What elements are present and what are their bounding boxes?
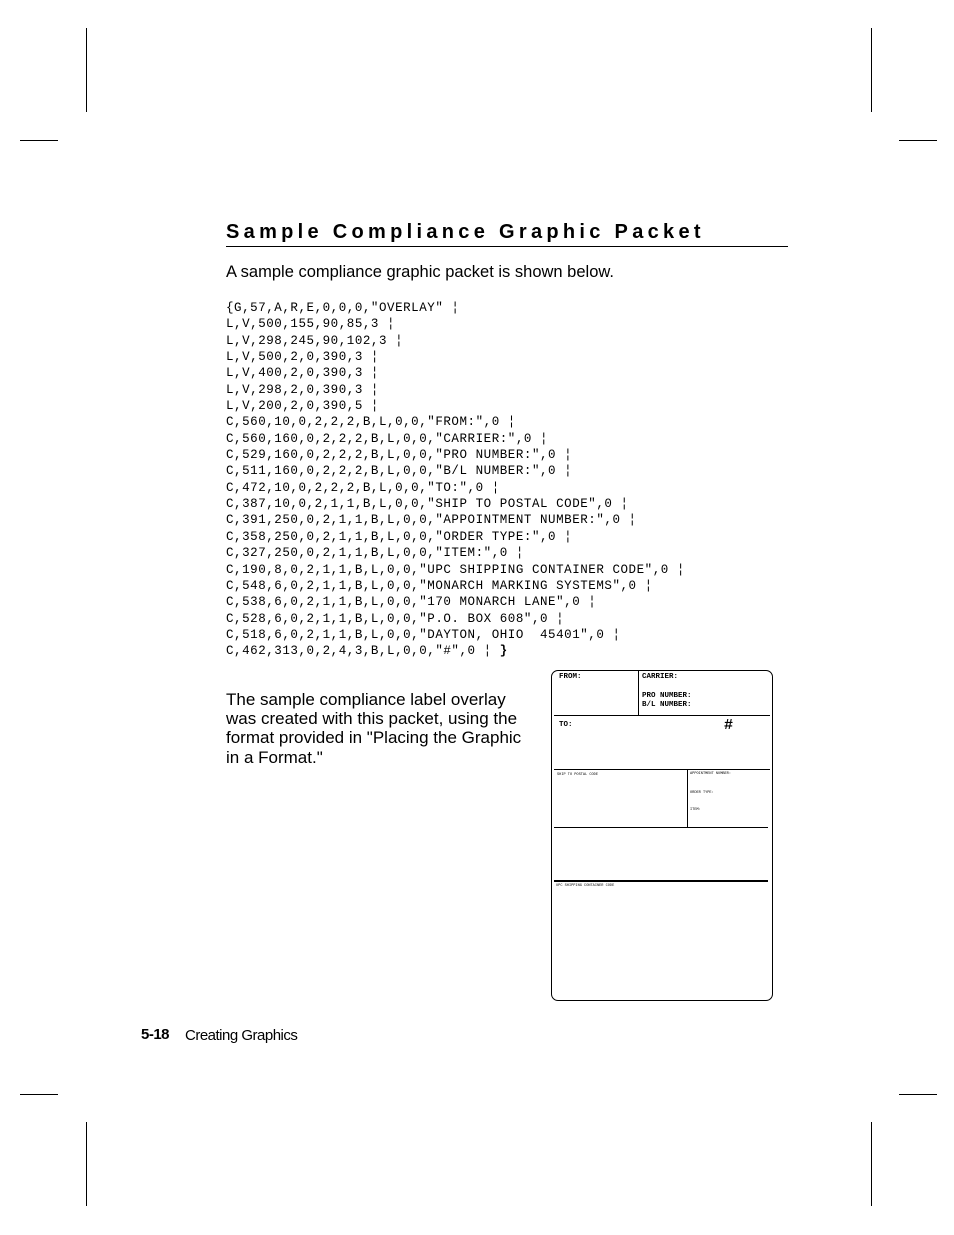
code-line: L,V,298,245,90,102,3 ¦ xyxy=(226,333,404,348)
label-divider-from-carrier xyxy=(638,671,639,715)
crop-mark-top-left-vertical xyxy=(86,28,87,112)
code-line: C,358,250,0,2,1,1,B,L,0,0,"ORDER TYPE:",0 ¦ xyxy=(226,529,573,544)
label-divider-to xyxy=(554,769,770,770)
code-line: C,327,250,0,2,1,1,B,L,0,0,"ITEM:",0 ¦ xyxy=(226,546,524,561)
code-line: C,391,250,0,2,1,1,B,L,0,0,"APPOINTMENT NUMBER:",0 ¦ xyxy=(226,513,637,528)
code-line: C,387,10,0,2,1,1,B,L,0,0,"SHIP TO POSTAL CODE",0 ¦ xyxy=(226,497,629,512)
crop-mark-top-right-horizontal xyxy=(899,140,937,141)
label-pro-number: PRO NUMBER: xyxy=(642,692,692,700)
code-line: C,529,160,0,2,2,2,B,L,0,0,"PRO NUMBER:",0 ¦ xyxy=(226,448,573,463)
label-hash: # xyxy=(724,717,734,734)
code-line: C,518,6,0,2,1,1,B,L,0,0,"DAYTON, OHIO 45401",0 ¦ xyxy=(226,627,621,642)
code-line: L,V,298,2,0,390,3 ¦ xyxy=(226,382,379,397)
code-line: C,511,160,0,2,2,2,B,L,0,0,"B/L NUMBER:",0 ¦ xyxy=(226,464,573,479)
footer-section-name: Creating Graphics xyxy=(185,1027,298,1044)
crop-mark-top-left-horizontal xyxy=(20,140,58,141)
code-line: C,560,160,0,2,2,2,B,L,0,0,"CARRIER:",0 ¦ xyxy=(226,431,549,446)
code-line: C,548,6,0,2,1,1,B,L,0,0,"MONARCH MARKING SYSTEMS",0 ¦ xyxy=(226,578,653,593)
code-line: L,V,500,2,0,390,3 ¦ xyxy=(226,350,379,365)
label-divider-header xyxy=(554,715,770,716)
code-line: C,538,6,0,2,1,1,B,L,0,0,"170 MONARCH LANE",0 ¦ xyxy=(226,595,597,610)
label-divider-upc xyxy=(554,880,768,882)
code-line: C,190,8,0,2,1,1,B,L,0,0,"UPC SHIPPING CONTAINER CODE",0 ¦ xyxy=(226,562,685,577)
intro-text: A sample compliance graphic packet is shown below. xyxy=(226,263,614,281)
footer-page-number: 5-18 xyxy=(141,1026,170,1043)
crop-mark-bottom-left-vertical xyxy=(86,1122,87,1206)
label-upc-code: UPC SHIPPING CONTAINER CODE xyxy=(556,884,615,888)
code-line: L,V,200,2,0,390,5 ¦ xyxy=(226,399,379,414)
caption-text: The sample compliance label overlay was created with this packet, using the format provided in "Placing the Graphic in a Format." xyxy=(226,690,522,767)
crop-mark-bottom-left-horizontal xyxy=(20,1094,58,1095)
code-block xyxy=(226,300,685,660)
closing-brace: } xyxy=(499,644,508,659)
label-divider-info xyxy=(554,827,768,828)
code-line-last xyxy=(226,643,685,659)
section-title: Sample Compliance Graphic Packet xyxy=(226,220,788,247)
label-from: FROM: xyxy=(559,673,582,681)
compliance-label-figure xyxy=(551,670,773,1001)
code-line: C,528,6,0,2,1,1,B,L,0,0,"P.O. BOX 608",0 ¦ xyxy=(226,611,565,626)
code-line: L,V,400,2,0,390,3 ¦ xyxy=(226,366,379,381)
crop-mark-bottom-right-horizontal xyxy=(899,1094,937,1095)
code-line: {G,57,A,R,E,0,0,0,"OVERLAY" ¦ xyxy=(226,301,460,315)
code-line: C,560,10,0,2,2,2,B,L,0,0,"FROM:",0 ¦ xyxy=(226,415,516,430)
label-to: TO: xyxy=(559,721,573,729)
label-ship-to-postal-code: SHIP TO POSTAL CODE xyxy=(557,773,598,777)
code-line-text: C,462,313,0,2,4,3,B,L,0,0,"#",0 ¦ xyxy=(226,644,500,659)
label-divider-postal-appointment xyxy=(687,769,688,827)
crop-mark-top-right-vertical xyxy=(871,28,872,112)
label-order-type: ORDER TYPE: xyxy=(690,791,714,795)
crop-mark-bottom-right-vertical xyxy=(871,1122,872,1206)
code-line: C,472,10,0,2,2,2,B,L,0,0,"TO:",0 ¦ xyxy=(226,480,500,495)
label-appointment-number: APPOINTMENT NUMBER: xyxy=(690,772,731,776)
label-carrier: CARRIER: xyxy=(642,673,679,681)
code-line: L,V,500,155,90,85,3 ¦ xyxy=(226,317,396,332)
label-item: ITEM: xyxy=(690,808,701,812)
label-bl-number: B/L NUMBER: xyxy=(642,701,692,709)
